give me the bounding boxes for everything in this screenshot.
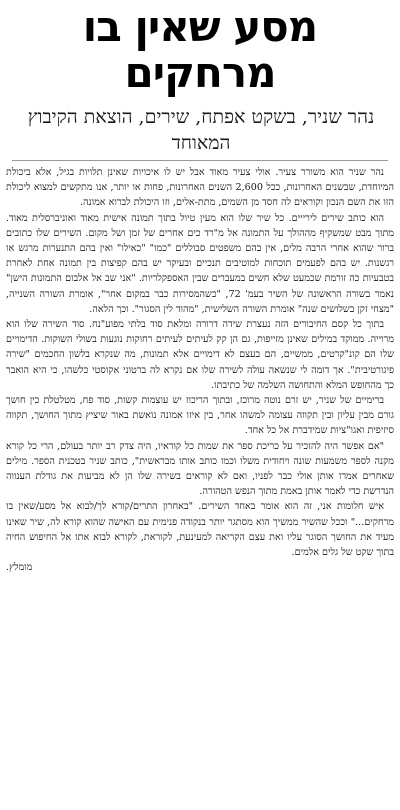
divider <box>12 160 388 161</box>
paragraph: איש חלומות אני, זה הוא אומר באחד השירים. "באחרון התרים/קורא לך/לבוא אל מסע/שאין בו מרחקים..." וככל שהשיר ממשיך הוא מסתגר יותר בנקודה פנימית עם האישה שהוא קורא לה, שיר שאינו מעיד את החושך הסוגר עליו ואת עצם הקריאה למעינעת, לקוראת, לקורא לבוא אתו אל החיפוש החיה בתוך שקט של גלים אלמים. <box>6 501 394 559</box>
signature: מומלץ. <box>6 562 33 574</box>
paragraph: "אם אפשר היה להזכיר על כריכת ספר את שמות כל קוראיו, היה צדק רב יותר בעולם, הרי כל קורא מקנה לספר משמעות שונה ויחודית משלו וכמו כותב אותו מבראשית", כותב שניר בטכנית הספר. מילים שאחרים אמרו אותן אולי כבר לפניו, ואם לא קוראים בשירה שלו הן לא מביעות את גודלת הענווה הנדרשת כדי לאמר אותן באמת מתוך הנפש הטהורה. <box>6 440 394 498</box>
book-details-subhead: נהר שניר, בשקט אפתח, שירים, הוצאת הקיבוץ המאוחד <box>27 106 375 154</box>
paragraph: בתוך כל קסם החיבורים הזה נעצרת שידה דרורה ומלאת סוד בלתי מפוע"נח. סוד השירה שלו הוא מרוייה. ממוקד במילים שאינן מזייפות, גם הן קק לעיתים לעיתים רחוקות נוגעות בשולי השוקות. הדימויים שלו הם קונ"קרטים, ממשיים, הם בעצם לא דימויים אלא תמונות, מה שנקרא בלשון החכמים "שירה פיגורטיבית". אך דומה לי שנשאה עולה לשירה שלו אם נקרא לה ברטוני אקוסטי כלשהו, כי היא הואבר כך מהחופש המלא והתחושה השלמה של כתיבתו. <box>6 319 394 391</box>
headline-line-2: מרחקים <box>124 48 276 97</box>
paragraph: ברימיים של שניר, יש זרם נוטה מרוכז, ובתוך הריכוז יש עוצמות קשות, סוד פח, מטלטלת כין חושך גורם מבין עליון ובין תקווה עצומה למשהו אחר, בין איזו אמונה נואשת באור שיציץ מתוך החושך, תקווה סיזיפית ואגו"ציות שמידברת אל כל אחד. <box>6 395 394 437</box>
paragraph: הוא כותב שירים לירייים. כל שיר שלו הוא מעין טיול בתוך תמונה אישית מאוד ואוניברסלית מאוד. מתוך מבט שמשקיף מההולך על התמונה אל מ"רד כים אחרים של זמן ושל מקום. השירים שלו כתובים ברור שהוא אחרי הרבה מלים, אין בהם משפטים סבוללים "כמו" "כאילו" ואין בהם התנערות מרגש או רגשנות. יש בהם לפעמים תוכחות למוטיבים תנכיים ובעיקר יש בהם קפיצות בין תמונה אחת לאחרת בטבעיות כה זורמת שכמעט שלא חשים במעברים שבין האספקלריות. "אני שב אל אלבום התמונות הישן" נאמר בשורה הראשונה של השיר בעמ' 72, "כשהמסירות כבר במקום אחר", אומרת השורה השנייה, "מצחי זקן בשלושים שנה" אומרת השורה השלישית, "מהוד לין הסגור". וכך הלאה. <box>6 212 395 315</box>
headline-line-1: מסע שאין בו <box>82 2 318 51</box>
paragraph: נהר שניר הוא משורר צעיר. אולי צעיר מאוד אבל יש לו איכויות שאינן תלויות בגיל, אלא ביכולת המיוחדת, שבשנים האחרונות, ככל 2,600 השנים האחרונות, פחות או יותר, אנו מתקשים למצוא ליכולת הזו את השם הנכון וקוראים לה חסד מן השמים, מתת-אלים, וזו היכולת לברוא אמונה. <box>6 167 394 209</box>
article-body <box>6 165 394 575</box>
headline <box>6 4 394 96</box>
